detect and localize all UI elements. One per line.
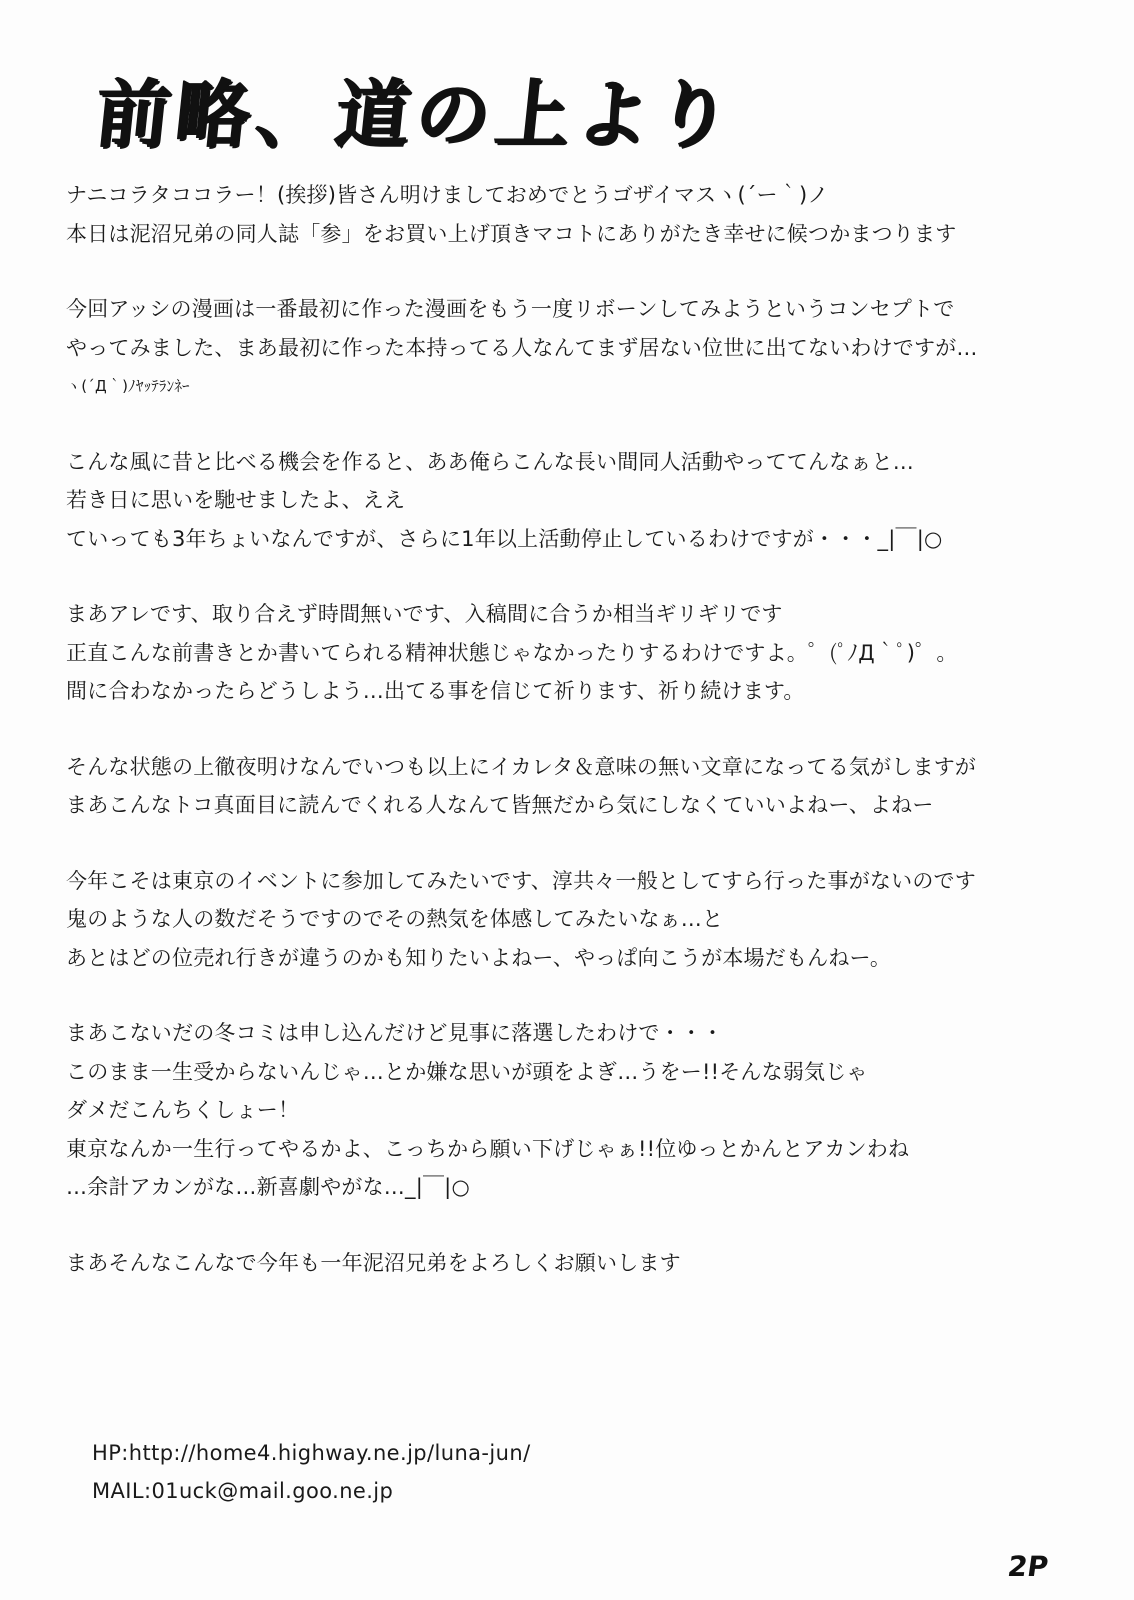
- text-line: そんな状態の上徹夜明けなんでいつも以上にイカレタ＆意味の無い文章になってる気がしますが: [66, 754, 977, 779]
- text-line: ダメだこんちくしょー！: [66, 1098, 300, 1122]
- text-line: …余計アカンがな…新喜劇やがな…_|￣|○: [66, 1175, 470, 1199]
- text-line: 東京なんか一生行ってやるかよ、こっちから願い下げじゃぁ!!位ゆっとかんとアカンわね: [66, 1136, 910, 1161]
- text-line: 今回アッシの漫画は一番最初に作った漫画をもう一度リボーンしてみようというコンセプトで: [66, 297, 955, 321]
- paragraph-2: [66, 290, 1086, 406]
- text-line: やってみました、まあ最初に作った本持ってる人なんてまず居ない位世に出てないわけですが…: [66, 335, 978, 360]
- text-line: 本日は泥沼兄弟の同人誌「参」をお買い上げ頂きマコトにありがたき幸せに候つかまつります: [66, 221, 957, 246]
- text-line: ていっても3年ちょいなんですが、さらに1年以上活動停止しているわけですが・・・_|￣|○: [66, 526, 943, 551]
- mail-address: MAIL:01uck@mail.goo.ne.jp: [92, 1479, 394, 1503]
- paragraph-7: [66, 1014, 1086, 1207]
- paragraph-6: [66, 862, 1086, 978]
- page-title: 前略、道の上より: [91, 72, 741, 158]
- text-line: まあそんなこんなで今年も一年泥沼兄弟をよろしくお願いします: [66, 1250, 681, 1275]
- text-line: こんな風に昔と比べる機会を作ると、ああ俺らこんな長い間同人活動やっててんなぁと…: [66, 449, 914, 474]
- text-line: まあアレです、取り合えず時間無いです、入稿間に合うか相当ギリギリです: [66, 602, 783, 626]
- text-line: まあこないだの冬コミは申し込んだけど見事に落選したわけで・・・: [66, 1021, 724, 1045]
- text-line: まあこんなトコ真面目に読んでくれる人なんて皆無だから気にしなくていいよねー、よねー: [66, 793, 934, 817]
- text-line: 正直こんな前書きとか書いてられる精神状態じゃなかったりするわけですよ。゜(ﾟﾉД｀ﾟ)゜。: [66, 640, 958, 665]
- text-line: 今年こそは東京のイベントに参加してみたいです、淳共々一般としてすら行った事がないのです: [66, 868, 976, 893]
- text-line: このまま一生受からないんじゃ…とか嫌な思いが頭をよぎ…うをー!!そんな弱気じゃ: [66, 1059, 868, 1084]
- paragraph-4: [66, 595, 1086, 711]
- paragraph-1: [66, 176, 1086, 253]
- paragraph-3: [66, 443, 1086, 559]
- text-line: ヽ(´Д｀)ﾉﾔｯﾃﾗﾝﾈｰ: [66, 377, 190, 395]
- contact-info: [92, 1434, 531, 1510]
- page-number: 2P: [1005, 1550, 1051, 1583]
- body-text: [66, 176, 1086, 1319]
- homepage-url: HP:http://home4.highway.ne.jp/luna-jun/: [92, 1441, 531, 1465]
- text-line: 間に合わなかったらどうしよう…出てる事を信じて祈ります、祈り続けます。: [66, 679, 805, 703]
- text-line: 鬼のような人の数だそうですのでその熱気を体感してみたいなぁ…と: [66, 907, 724, 931]
- paragraph-8: [66, 1244, 1086, 1283]
- text-line: ナニコラタココラー！(挨拶)皆さん明けましておめでとうゴザイマスヽ(´ー｀)ノ: [66, 183, 829, 207]
- text-line: 若き日に思いを馳せましたよ、ええ: [66, 488, 406, 512]
- text-line: あとはどの位売れ行きが違うのかも知りたいよねー、やっぱ向こうが本場だもんねー。: [66, 945, 892, 970]
- paragraph-5: [66, 748, 1086, 825]
